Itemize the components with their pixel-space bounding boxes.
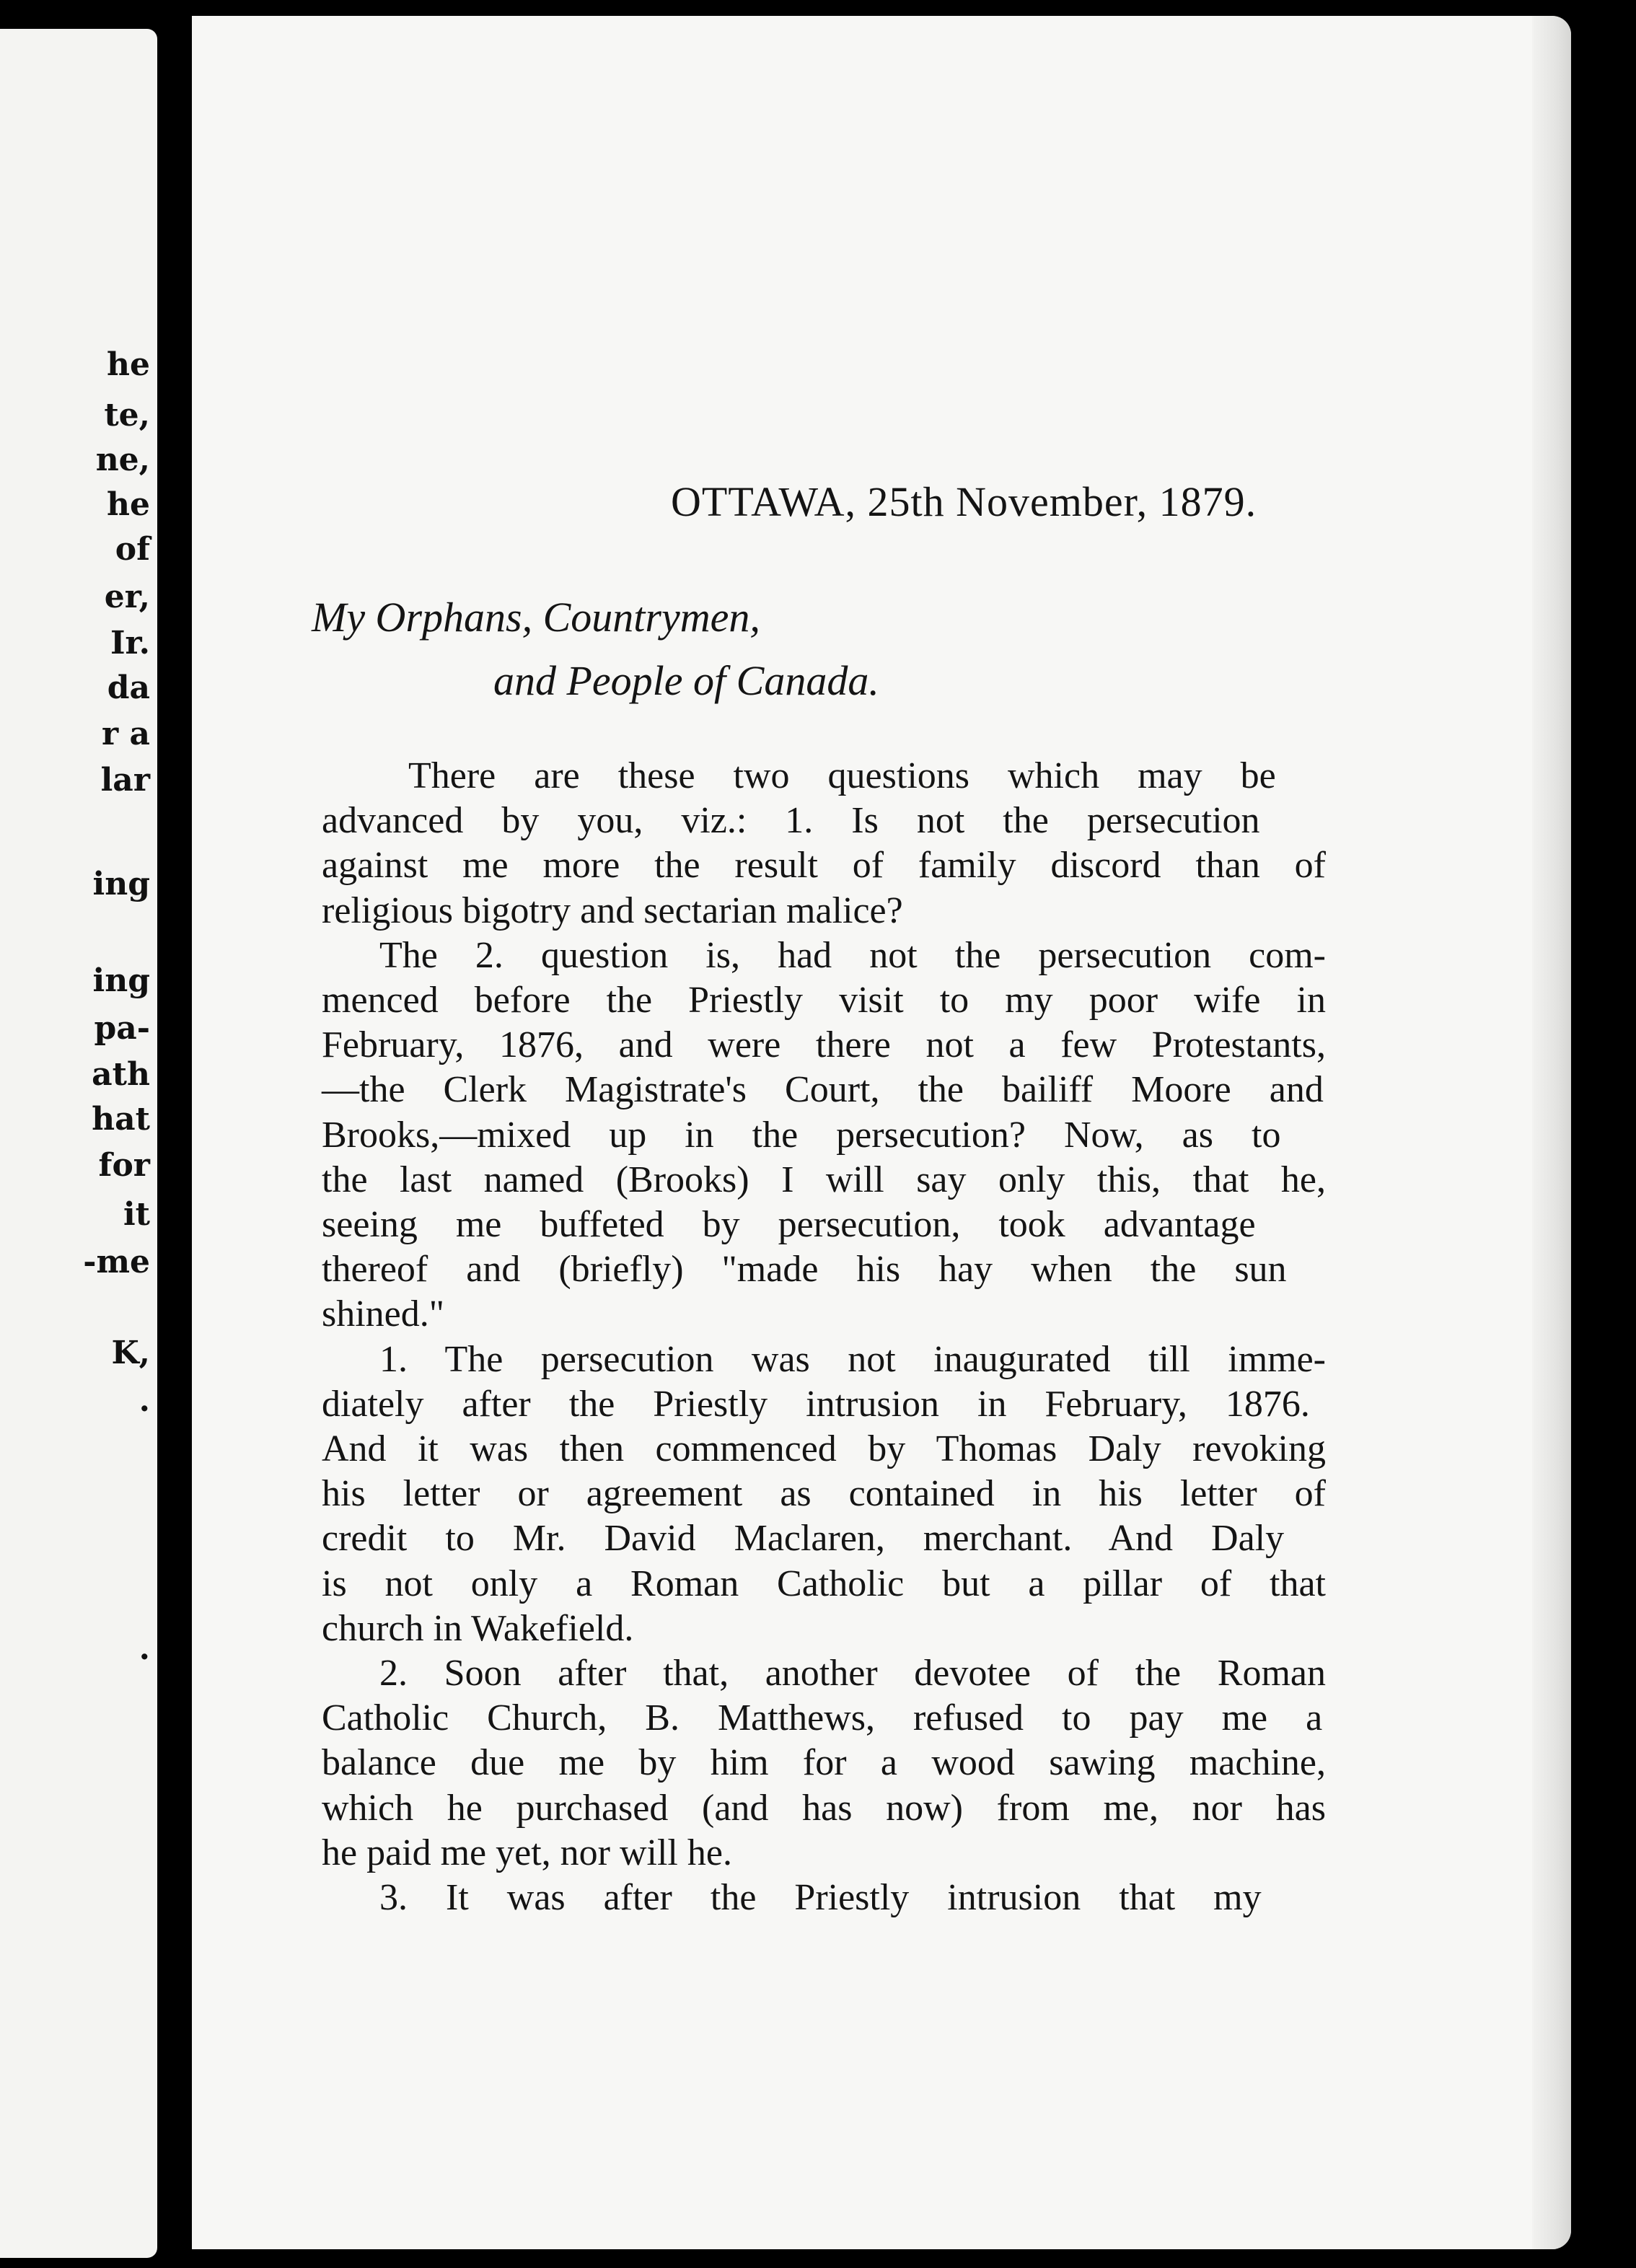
- body-line: seeing me buffeted by persecution, took advantage: [322, 1204, 1256, 1245]
- book-gutter: [157, 0, 195, 2268]
- salutation-line-1: My Orphans, Countrymen,: [312, 594, 760, 641]
- body-line: Catholic Church, B. Matthews, refused to pay me a: [322, 1697, 1323, 1739]
- page-edge: [1532, 16, 1571, 2249]
- body-line: There are these two questions which may be: [408, 755, 1276, 796]
- body-line: shined.": [322, 1293, 444, 1335]
- body-line: February, 1876, and were there not a few Protestants,: [322, 1024, 1326, 1066]
- body-line: advanced by you, viz.: 1. Is not the persecution: [322, 800, 1260, 842]
- salutation-line-2: and People of Canada.: [493, 657, 879, 704]
- previous-page-text: [0, 29, 157, 2258]
- previous-page-fragment: Ir.: [110, 625, 150, 662]
- previous-page-fragment: he: [107, 346, 150, 383]
- previous-page-fragment: er,: [104, 579, 150, 615]
- body-line: the last named (Brooks) I will say only this, that he,: [322, 1159, 1326, 1200]
- body-line: against me more the result of family discord than of: [322, 845, 1326, 887]
- body-line: he paid me yet, nor will he.: [322, 1832, 732, 1873]
- body-line: menced before the Priestly visit to my poor wife in: [322, 980, 1326, 1021]
- body-line: which he purchased (and has now) from me, nor has: [322, 1787, 1326, 1829]
- dateline: OTTAWA, 25th November, 1879.: [671, 478, 1257, 525]
- body-line: diately after the Priestly intrusion in February, 1876.: [322, 1383, 1310, 1425]
- body-line: thereof and (briefly) "made his hay when the sun: [322, 1249, 1287, 1291]
- body-line: religious bigotry and sectarian malice?: [322, 889, 903, 931]
- body-line: 1. The persecution was not inaugurated till imme-: [379, 1338, 1326, 1380]
- previous-page-fragment: -me: [83, 1244, 150, 1280]
- body-line: balance due me by him for a wood sawing machine,: [322, 1742, 1326, 1784]
- previous-page-fragment: for: [98, 1147, 150, 1184]
- body-line: credit to Mr. David Maclaren, merchant. And Daly: [322, 1518, 1285, 1560]
- previous-page-fragment: te,: [104, 397, 150, 434]
- previous-page-fragment: K,: [111, 1335, 150, 1371]
- previous-page-fragment: ing: [92, 962, 150, 999]
- previous-page-fragment: ing: [92, 866, 150, 902]
- body-line: And it was then commenced by Thomas Daly revoking: [322, 1428, 1326, 1469]
- previous-page-strip: [0, 29, 157, 2258]
- letter-page: [192, 16, 1571, 2249]
- body-line: his letter or agreement as contained in his letter of: [322, 1473, 1326, 1515]
- previous-page-fragment: ne,: [95, 441, 150, 478]
- previous-page-fragment: .: [138, 1630, 150, 1667]
- previous-page-fragment: pa-: [94, 1010, 150, 1047]
- previous-page-fragment: da: [107, 669, 150, 706]
- previous-page-fragment: lar: [100, 762, 150, 799]
- body-line: is not only a Roman Catholic but a pillar of that: [322, 1562, 1326, 1604]
- body-line: —the Clerk Magistrate's Court, the bailiff Moore and: [322, 1069, 1324, 1111]
- previous-page-fragment: hat: [92, 1101, 150, 1138]
- previous-page-fragment: ath: [92, 1056, 150, 1093]
- previous-page-fragment: of: [115, 531, 150, 568]
- body-line: 3. It was after the Priestly intrusion that my: [379, 1877, 1262, 1918]
- previous-page-fragment: he: [107, 486, 150, 523]
- body-line: church in Wakefield.: [322, 1607, 634, 1649]
- body-line: 2. Soon after that, another devotee of the Roman: [379, 1653, 1326, 1694]
- body-line: The 2. question is, had not the persecution com-: [379, 934, 1326, 976]
- previous-page-fragment: it: [123, 1196, 150, 1233]
- body-line: Brooks,—mixed up in the persecution? Now, as to: [322, 1114, 1281, 1156]
- previous-page-fragment: r a: [101, 716, 150, 752]
- previous-page-fragment: .: [138, 1382, 150, 1419]
